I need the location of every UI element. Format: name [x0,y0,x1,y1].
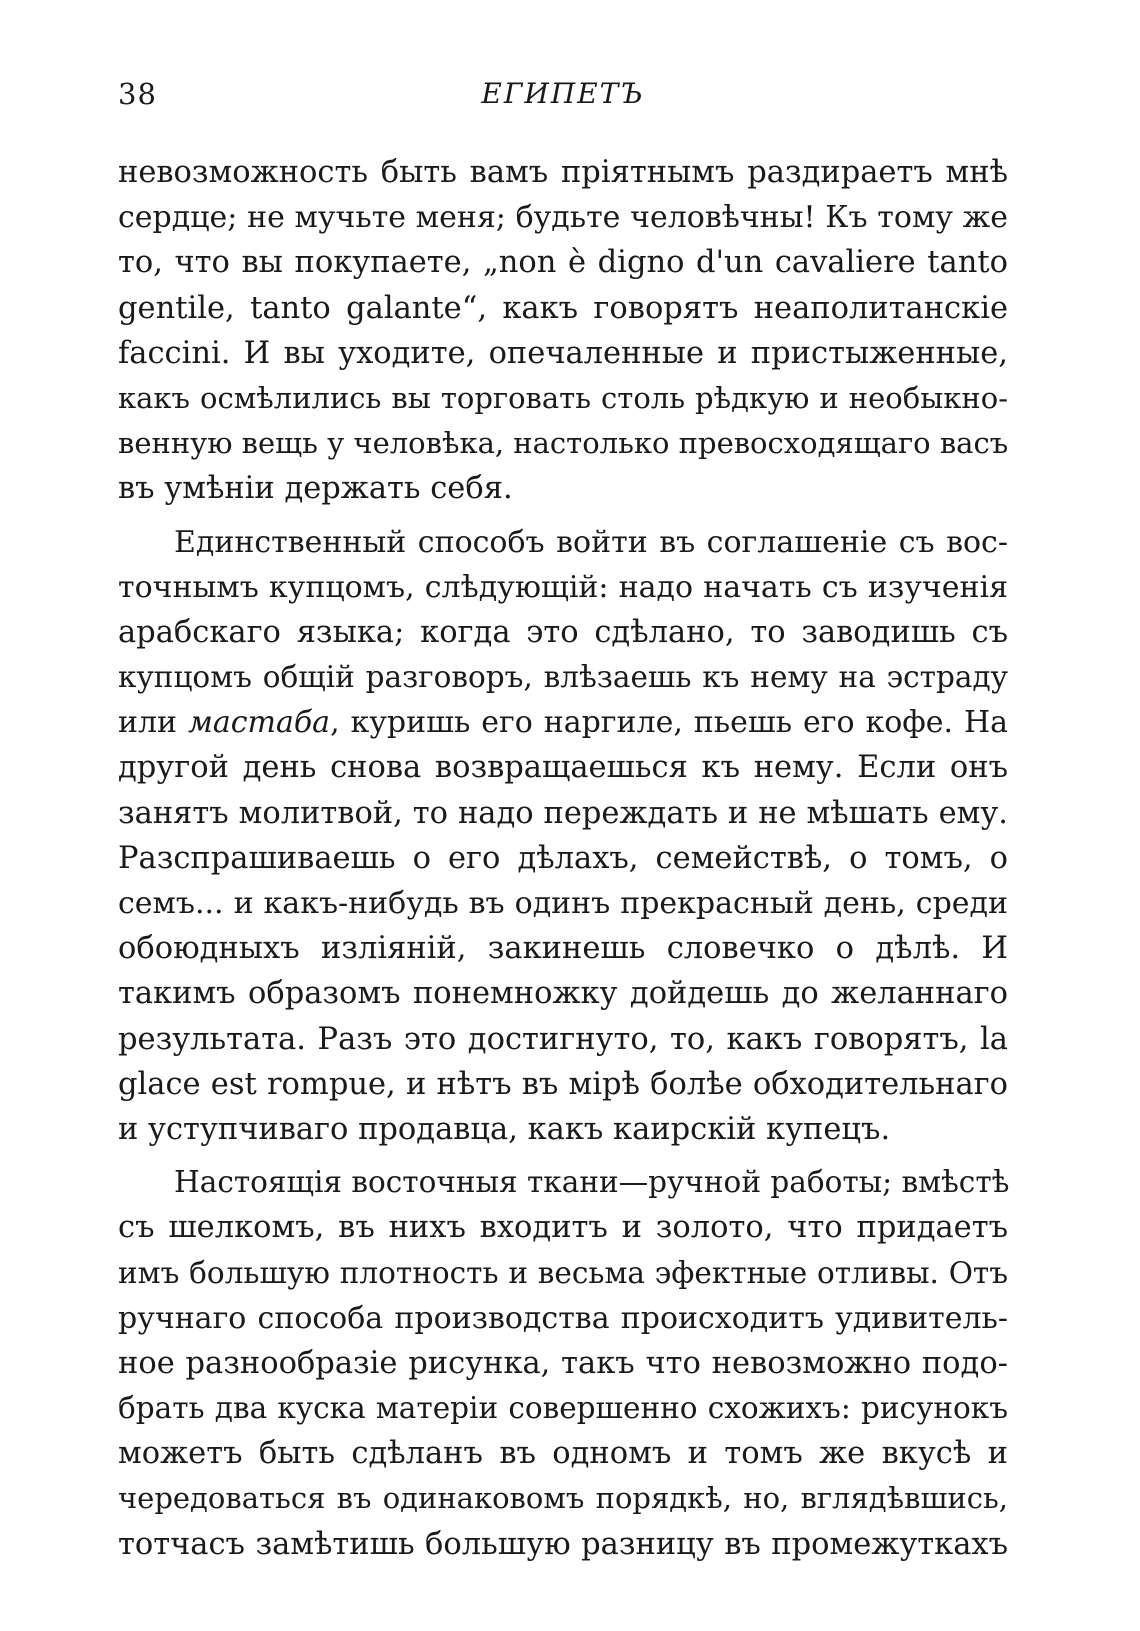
text-line: другой день снова возвращаешься къ нему. Если онъ [118,750,1008,786]
text-line: брать два куска матеріи совершенно схожихъ: рисунокъ [118,1391,1008,1426]
text-line: съ шелкомъ, въ нихъ входитъ и золото, что придаетъ [118,1210,1008,1246]
text-line: можетъ быть сдѣланъ въ одномъ и томъ же вкусѣ и [118,1436,1008,1472]
text-line-with-italic [118,700,1008,745]
text-line: обоюдныхъ изліяній, закинешь словечко о дѣлѣ. И [118,931,1008,967]
text-line: чередоваться въ одинаковомъ порядкѣ, но, вглядѣвшись, [118,1481,1008,1516]
text-line: тотчасъ замѣтишь большую разницу въ промежуткахъ [118,1526,1008,1562]
text-line: занятъ молитвой, то надо переждать и не мѣшать ему. [118,795,1008,831]
text-line: сердце; не мучьте меня; будьте человѣчны! Къ тому же [118,200,1008,236]
text-line: faccini. И вы уходите, опечаленные и пристыженные, [118,335,1008,371]
text-line: Разспрашиваешь о его дѣлахъ, семействѣ, о томъ, о [118,840,1008,876]
text-line: Единственный способъ войти въ соглашеніе съ вос- [174,524,1008,560]
text-line: gentile, tanto galante“, какъ говорятъ неаполитанскіе [118,290,1008,326]
text-line: glace est rompue, и нѣтъ въ мірѣ болѣе обходительнаго [118,1066,1008,1102]
text-line: купцомъ общій разговоръ, влѣзаешь къ нему на эстраду [118,660,1008,695]
text-segment: или [118,705,188,741]
text-line: арабскаго языка; когда это сдѣлано, то заводишь съ [118,614,1008,650]
text-line: семъ... и какъ-нибудь въ одинъ прекрасный день, среди [118,886,1008,921]
text-line: результата. Разъ это достигнуто, то, какъ говорятъ, la [118,1021,1008,1057]
body-text [118,150,1008,1567]
text-line: Настоящія восточныя ткани—ручной работы; вмѣстѣ [174,1165,1010,1200]
running-title: ЕГИПЕТЪ [481,77,645,110]
page-header [118,72,1008,116]
text-line: невозможность быть вамъ пріятнымъ раздираетъ мнѣ [118,155,1008,190]
text-line: ручнаго способа производства происходитъ удивитель- [118,1300,1008,1336]
text-segment: , куришь его наргиле, пьешь его кофе. На [330,705,1008,741]
text-line: въ умѣніи держать себя. [118,471,513,507]
text-line: имъ большую плотность и весьма эфектные отливы. Отъ [118,1255,1008,1290]
italic-term: мастаба [187,705,331,741]
text-line: какъ осмѣлились вы торговать столь рѣдкую и необыкно- [118,380,1008,415]
page-number: 38 [118,77,157,111]
text-line: венную вещь у человѣка, настолько превосходящаго васъ [118,426,1009,461]
text-line: и уступчиваго продавца, какъ каирскій купецъ. [118,1111,891,1147]
text-line: точнымъ купцомъ, слѣдующій: надо начать съ изученія [118,569,1008,605]
text-line: то, что вы покупаете, „non è digno d'un cavaliere tanto [118,245,1008,281]
text-line: ное разнообразіе рисунка, такъ что невозможно подо- [118,1345,1008,1381]
text-line: такимъ образомъ понемножку дойдешь до желаннаго [118,976,1008,1012]
